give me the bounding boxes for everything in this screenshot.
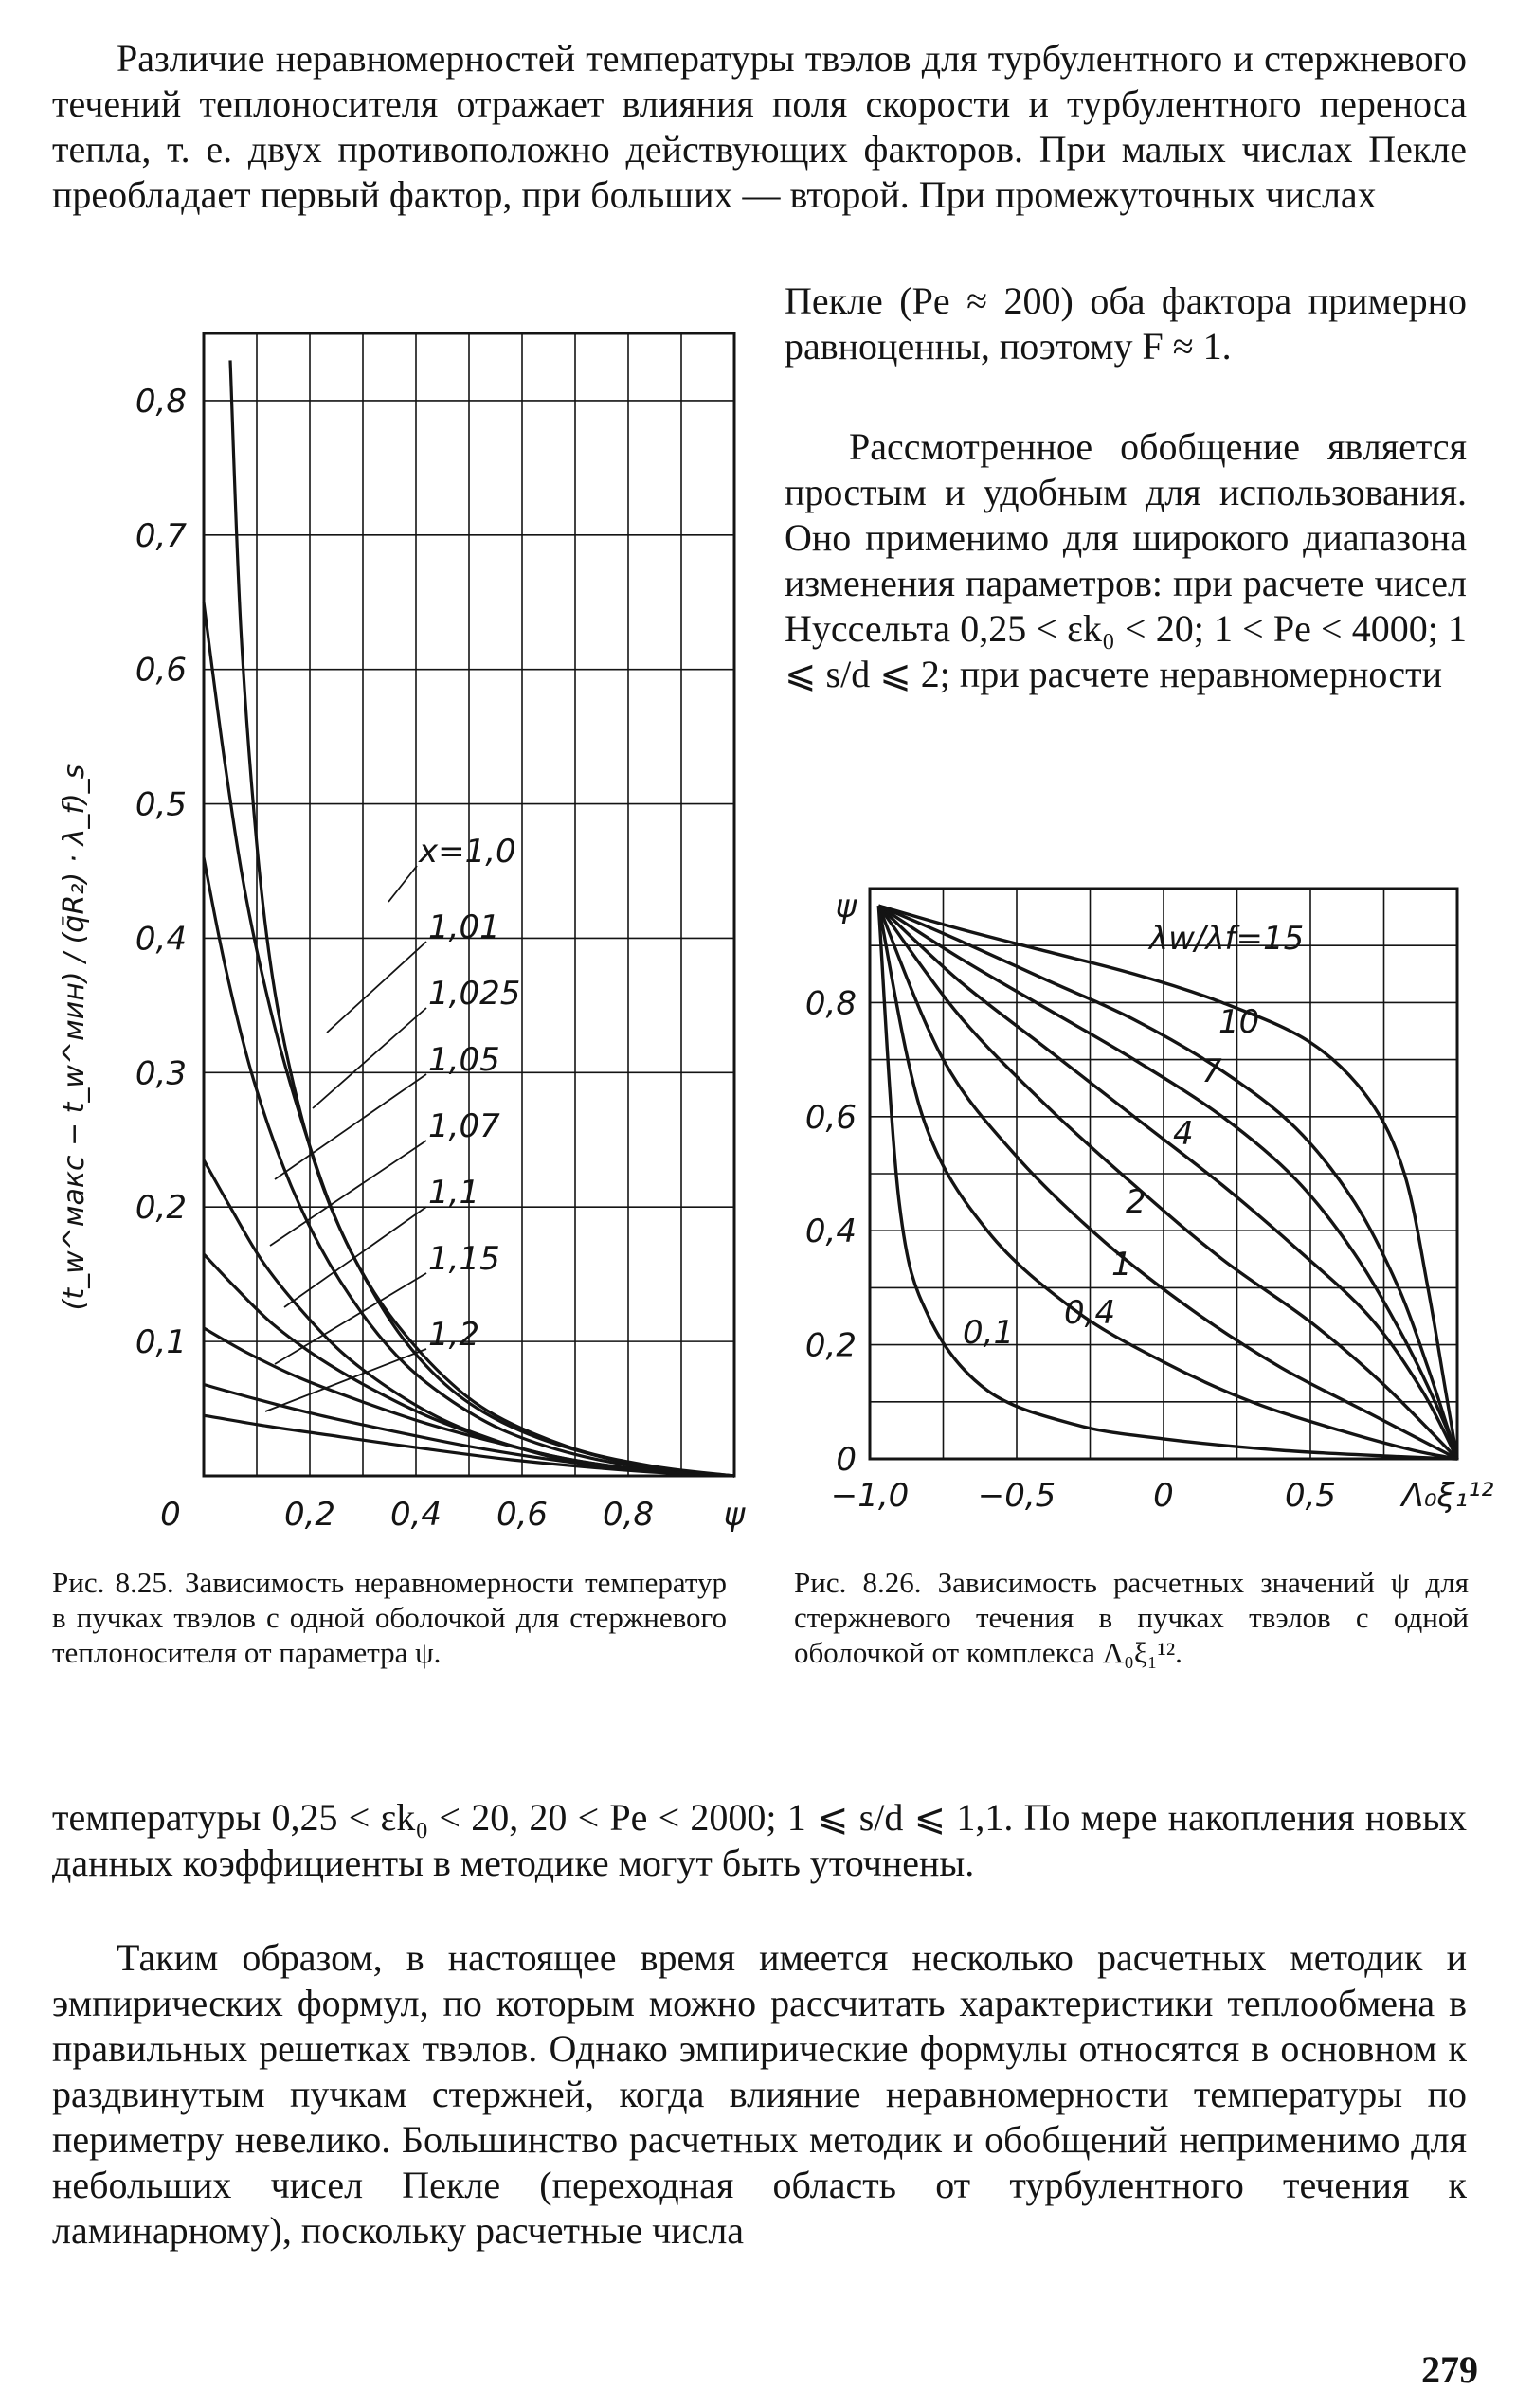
y-tick-label: 0,6 bbox=[804, 1098, 857, 1137]
x-tick-label: 0,4 bbox=[389, 1496, 442, 1534]
leader-line bbox=[275, 1273, 426, 1364]
y-tick-label: 0,8 bbox=[804, 984, 857, 1023]
y-tick-label: 0,8 bbox=[135, 382, 187, 421]
y-tick-label: 0,4 bbox=[804, 1213, 857, 1251]
y-tick-label: 0,3 bbox=[135, 1054, 187, 1093]
curve-λw/λf=15 bbox=[878, 906, 1457, 1459]
curve-label: 1 bbox=[1111, 1246, 1132, 1284]
curve-label: 1,07 bbox=[428, 1107, 500, 1145]
curve-label: 1,1 bbox=[428, 1174, 480, 1212]
curve-label: 1,05 bbox=[428, 1041, 500, 1079]
paragraph-3: температуры 0,25 < εk₀ < 20, 20 < Pe < 2000; 1 ⩽ s/d ⩽ 1,1. По мере накопления новых данных коэффициенты в методике могут быть уточнены. bbox=[52, 1796, 1467, 1884]
curve-label: x=1,0 bbox=[419, 833, 516, 871]
curve-label: 2 bbox=[1126, 1183, 1146, 1221]
figure-8-25 bbox=[38, 322, 758, 1554]
curve-4 bbox=[878, 906, 1457, 1459]
curve-7 bbox=[878, 906, 1457, 1459]
y-tick-label: 0 bbox=[836, 1441, 857, 1479]
y-tick-label: 0,2 bbox=[135, 1189, 187, 1228]
x-axis-label: Λ₀ξ₁¹² bbox=[1401, 1477, 1494, 1515]
caption-figure-8-26: Рис. 8.26. Зависимость расчетных значений ψ для стержневого течения в пучках твэлов с одной оболочкой от комплекса Λ₀ξ₁¹². bbox=[794, 1566, 1469, 1669]
curve-label: 1,025 bbox=[428, 975, 521, 1013]
curve-label: 4 bbox=[1173, 1115, 1194, 1153]
curve-0,1 bbox=[878, 906, 1457, 1459]
curve-label: 0,4 bbox=[1064, 1294, 1116, 1332]
curve-2 bbox=[878, 906, 1457, 1459]
y-axis-label: (t_w^макс − t_w^мин) / (q̄R₂) · λ_f)_s bbox=[58, 764, 91, 1311]
leader-line bbox=[275, 1074, 426, 1179]
x-tick-label: 0,8 bbox=[602, 1496, 655, 1534]
curve-0,4 bbox=[878, 906, 1457, 1459]
x-tick-label: 0,2 bbox=[283, 1496, 336, 1534]
leader-line bbox=[327, 942, 426, 1033]
paragraph-1: Различие неравномерностей температуры твэлов для турбулентного и стержневого течений теплоносителя отражает влияния поля скорости и турбулентного переноса тепла, т. е. двух противоположно действующих факторов. При малых числах Пекле преобладает первый фактор, при больших — второй. При промежуточных числах bbox=[52, 37, 1467, 216]
curve-label: 7 bbox=[1201, 1052, 1222, 1090]
curve-label: 1,15 bbox=[428, 1240, 500, 1278]
curve-label: 1,01 bbox=[428, 908, 500, 946]
caption-figure-8-25: Рис. 8.25. Зависимость неравномерности температур в пучках твэлов с одной оболочкой для стержневого теплоносителя от параметра ψ. bbox=[52, 1566, 727, 1669]
curve-label: 0,1 bbox=[963, 1314, 1015, 1352]
leader-line bbox=[313, 1008, 426, 1108]
leader-line bbox=[265, 1349, 426, 1411]
leader-line bbox=[388, 866, 417, 902]
page-number: 279 bbox=[1421, 2348, 1478, 2391]
y-tick-label: 0,6 bbox=[135, 651, 187, 690]
x-tick-label: 0,5 bbox=[1284, 1477, 1337, 1515]
x-tick-label: 0,6 bbox=[496, 1496, 549, 1534]
x-tick-label: −0,5 bbox=[977, 1477, 1056, 1515]
curve-1 bbox=[878, 906, 1457, 1459]
curve-label: 10 bbox=[1218, 1003, 1260, 1041]
x-tick-label: 0 bbox=[160, 1496, 181, 1534]
y-tick-label: 0,1 bbox=[135, 1323, 187, 1362]
y-tick-label: 0,2 bbox=[804, 1326, 857, 1365]
y-tick-label: 0,5 bbox=[135, 785, 187, 824]
y-tick-label: 0,7 bbox=[135, 516, 187, 555]
figure-8-26 bbox=[775, 862, 1495, 1554]
y-tick-label: ψ bbox=[835, 888, 857, 925]
x-tick-label: ψ bbox=[723, 1496, 746, 1534]
paragraph-1-continuation: Пекле (Pe ≈ 200) оба фактора примерно равноценны, поэтому F ≈ 1. bbox=[785, 279, 1467, 368]
paragraph-2: Рассмотренное обобщение является простым и удобным для использования. Оно применимо для широкого диапазона изменения параметров: при расчете чисел Нуссельта 0,25 < εk₀ < 20; 1 < Pe < 4000; 1 ⩽ s/d ⩽ 2; при расчете неравномерности bbox=[785, 425, 1467, 695]
x-tick-label: −1,0 bbox=[830, 1477, 910, 1515]
paragraph-4: Таким образом, в настоящее время имеется несколько расчетных методик и эмпирических формул, по которым можно рассчитать характеристики теплообмена в правильных решетках твэлов. Однако эмпирические формулы относятся в основном к раздвинутым пучкам стержней, когда влияние неравномерности температуры по периметру невелико. Большинство расчетных методик и обобщений неприменимо для небольших чисел Пекле (переходная область от турбулентного течения к ламинарному), поскольку расчетные числа bbox=[52, 1936, 1467, 2252]
curve-label: 1,2 bbox=[428, 1316, 480, 1354]
curve-label: λw/λf=15 bbox=[1149, 920, 1305, 958]
curve-10 bbox=[878, 906, 1457, 1459]
x-tick-label: 0 bbox=[1153, 1477, 1174, 1515]
y-tick-label: 0,4 bbox=[135, 920, 187, 959]
